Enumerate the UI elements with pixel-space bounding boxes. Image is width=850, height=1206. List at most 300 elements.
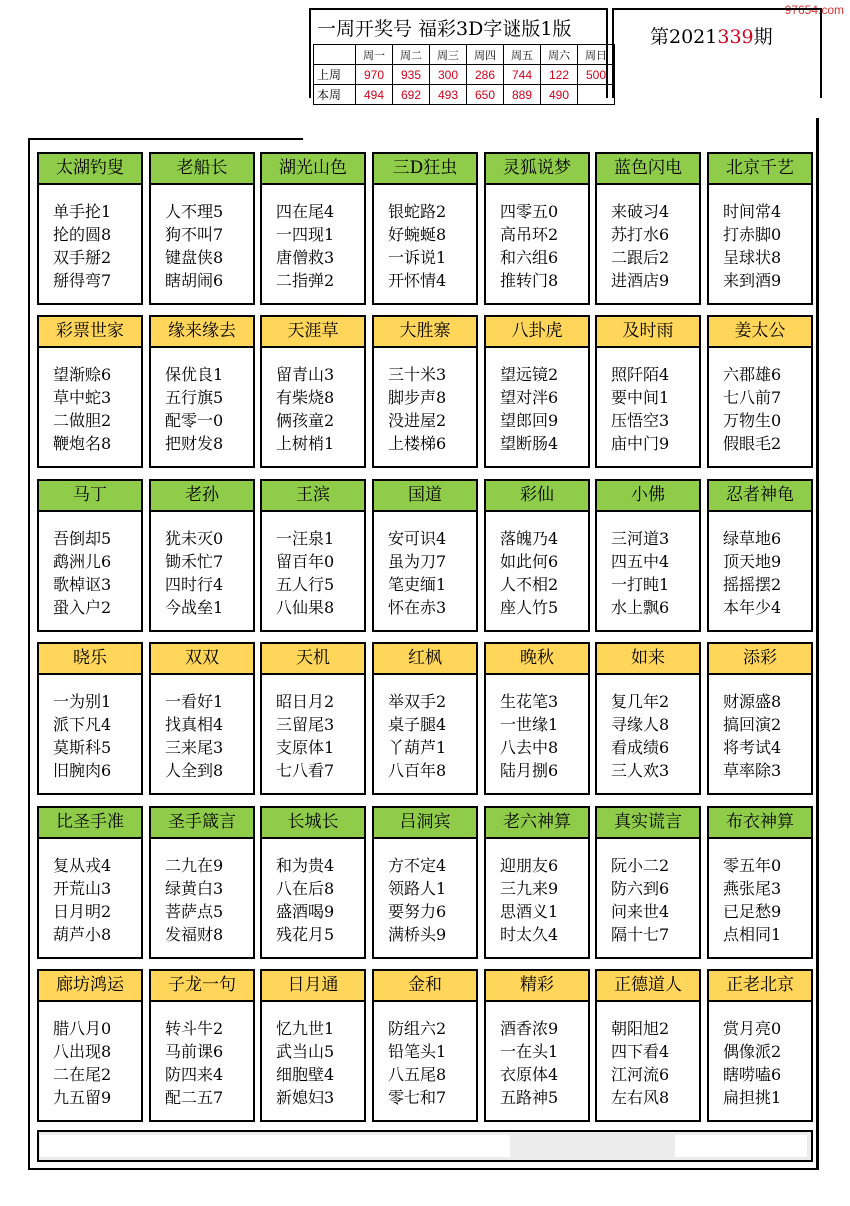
riddle-card [372,315,478,468]
riddle-lines [39,675,141,782]
riddle-line: 桌子腿4 [388,715,447,734]
riddle-card [260,969,366,1122]
riddle-line: 举双手2 [388,692,447,711]
footer-blank-right [675,1135,807,1157]
riddle-line: 顶天地9 [723,552,782,571]
riddle-line: 丫葫芦1 [388,738,447,757]
riddle-author-name: 真实谎言 [597,808,699,839]
riddle-lines [374,185,476,292]
draw-value: 494 [356,85,393,105]
riddle-line: 二在尾2 [53,1065,112,1084]
riddle-lines [597,839,699,946]
draw-value: 650 [467,85,504,105]
riddle-card [484,315,590,468]
riddle-line: 八百年8 [388,761,447,780]
riddle-author-name: 老船长 [151,154,253,185]
riddle-lines [597,1002,699,1109]
riddle-card [372,479,478,632]
riddle-line: 燕张尾3 [723,879,782,898]
riddle-card [707,642,813,795]
riddle-line: 日月明2 [53,902,112,921]
riddle-line: 如此何6 [500,552,559,571]
riddle-line: 一诉说1 [388,248,447,267]
riddle-line: 双手掰2 [53,248,112,267]
frame-border-left [28,138,30,1170]
riddle-line: 铅笔头1 [388,1042,447,1061]
riddle-lines [709,348,811,455]
riddle-line: 搞回演2 [723,715,782,734]
draw-value: 970 [356,65,393,85]
draw-table-corner [314,45,356,65]
riddle-line: 绿草地6 [723,529,782,548]
riddle-card [707,152,813,305]
riddle-card [595,806,701,959]
riddle-card [595,642,701,795]
riddle-lines [486,185,588,292]
riddle-lines [262,675,364,782]
riddle-line: 思酒义1 [500,902,559,921]
riddle-line: 歌棹讴3 [53,575,112,594]
riddle-line: 寻缘人8 [611,715,670,734]
riddle-line: 武当山5 [276,1042,335,1061]
draw-value: 889 [504,85,541,105]
riddle-lines [39,1002,141,1109]
day-header: 周四 [467,45,504,65]
riddle-line: 菩萨点5 [165,902,224,921]
riddle-line: 开怀情4 [388,271,447,290]
riddle-line: 六郡雄6 [723,365,782,384]
riddle-line: 掰得弯7 [53,271,112,290]
riddle-lines [597,185,699,292]
riddle-line: 偶像派2 [723,1042,782,1061]
footer-blank-left [40,1135,510,1157]
row-label: 上周 [314,65,356,85]
issue-number: 339 [717,26,754,48]
riddle-lines [151,839,253,946]
riddle-line: 唐僧救3 [276,248,335,267]
riddle-line: 鞭炮名8 [53,434,112,453]
riddle-line: 防六到6 [611,879,670,898]
riddle-line: 把财发8 [165,434,224,453]
riddle-author-name: 天机 [262,644,364,675]
riddle-author-name: 彩仙 [486,481,588,512]
riddle-grid [37,152,816,1132]
riddle-card [707,315,813,468]
riddle-lines [151,185,253,292]
riddle-line: 二做胆2 [53,411,112,430]
riddle-line: 保优良1 [165,365,224,384]
riddle-line: 虽为刀7 [388,552,447,571]
riddle-card [37,315,143,468]
riddle-line: 时太久4 [500,925,559,944]
riddle-line: 草中蛇3 [53,388,112,407]
riddle-lines [709,839,811,946]
riddle-line: 生花笔3 [500,692,559,711]
riddle-lines [374,1002,476,1109]
riddle-line: 压悟空3 [611,411,670,430]
draw-value: 493 [430,85,467,105]
draw-value: 935 [393,65,430,85]
riddle-lines [39,185,141,292]
riddle-line: 发福财8 [165,925,224,944]
riddle-line: 七八前7 [723,388,782,407]
riddle-line: 新媳妇3 [276,1088,335,1107]
riddle-line: 三河道3 [611,529,670,548]
riddle-line: 鹉洲儿6 [53,552,112,571]
riddle-lines [262,1002,364,1109]
riddle-line: 问来世4 [611,902,670,921]
riddle-line: 一四现1 [276,225,335,244]
riddle-line: 要中间1 [611,388,670,407]
riddle-line: 没进屋2 [388,411,447,430]
riddle-line: 财源盛8 [723,692,782,711]
riddle-line: 三来尾3 [165,738,224,757]
riddle-line: 四在尾4 [276,202,335,221]
riddle-line: 衣原体4 [500,1065,559,1084]
riddle-author-name: 老六神算 [486,808,588,839]
riddle-line: 水上飘6 [611,598,670,617]
riddle-card [37,806,143,959]
riddle-lines [151,1002,253,1109]
riddle-line: 留百年0 [276,552,335,571]
riddle-lines [262,512,364,619]
frame-border-top [28,138,303,140]
riddle-line: 五路神5 [500,1088,559,1107]
riddle-line: 四五中4 [611,552,670,571]
riddle-line: 七八看7 [276,761,335,780]
riddle-line: 草率除3 [723,761,782,780]
riddle-card [595,969,701,1122]
row-label: 本周 [314,85,356,105]
riddle-line: 人全到8 [165,761,224,780]
riddle-line: 看成绩6 [611,738,670,757]
riddle-lines [151,512,253,619]
riddle-card [484,479,590,632]
riddle-line: 细胞壁4 [276,1065,335,1084]
riddle-card [149,315,255,468]
riddle-line: 复几年2 [611,692,670,711]
riddle-author-name: 大胜寨 [374,317,476,348]
draw-value: 744 [504,65,541,85]
riddle-line: 打赤脚0 [723,225,782,244]
riddle-card [372,806,478,959]
riddle-author-name: 金和 [374,971,476,1002]
issue-suffix: 期 [753,26,773,48]
riddle-card [149,152,255,305]
riddle-card [484,152,590,305]
riddle-line: 进酒店9 [611,271,670,290]
riddle-lines [151,675,253,782]
riddle-line: 有柴烧8 [276,388,335,407]
riddle-line: 绿黄白3 [165,879,224,898]
draw-value: 490 [541,85,578,105]
riddle-author-name: 正德道人 [597,971,699,1002]
riddle-author-name: 马丁 [39,481,141,512]
riddle-author-name: 如来 [597,644,699,675]
riddle-author-name: 老孙 [151,481,253,512]
riddle-line: 八在后8 [276,879,335,898]
riddle-line: 五行旗5 [165,388,224,407]
riddle-card [260,152,366,305]
riddle-line: 呈球状8 [723,248,782,267]
draw-value: 122 [541,65,578,85]
riddle-author-name: 日月通 [262,971,364,1002]
riddle-line: 苏打水6 [611,225,670,244]
riddle-line: 马前课6 [165,1042,224,1061]
riddle-lines [486,839,588,946]
riddle-line: 笔吏缅1 [388,575,447,594]
riddle-line: 盛酒喝9 [276,902,335,921]
riddle-lines [151,348,253,455]
riddle-line: 一在头1 [500,1042,559,1061]
riddle-lines [374,675,476,782]
riddle-lines [39,839,141,946]
riddle-card [37,969,143,1122]
riddle-lines [486,348,588,455]
riddle-card [372,642,478,795]
riddle-line: 上楼梯6 [388,434,447,453]
draw-value [578,85,615,105]
riddle-lines [486,1002,588,1109]
riddle-lines [597,675,699,782]
riddle-line: 望对泮6 [500,388,559,407]
riddle-line: 怀在赤3 [388,598,447,617]
riddle-line: 八五尾8 [388,1065,447,1084]
riddle-line: 陆月捌6 [500,761,559,780]
riddle-card [595,479,701,632]
riddle-line: 找真相4 [165,715,224,734]
riddle-line: 人不相2 [500,575,559,594]
riddle-line: 万物生0 [723,411,782,430]
riddle-lines [374,348,476,455]
draw-value: 300 [430,65,467,85]
issue-prefix: 第2021 [650,26,718,48]
riddle-card [37,152,143,305]
riddle-line: 葫芦小8 [53,925,112,944]
riddle-author-name: 吕洞宾 [374,808,476,839]
riddle-line: 复从戎4 [53,856,112,875]
riddle-line: 防组六2 [388,1019,447,1038]
riddle-line: 配二五7 [165,1088,224,1107]
riddle-card [149,969,255,1122]
riddle-lines [374,512,476,619]
riddle-author-name: 子龙一句 [151,971,253,1002]
riddle-line: 座人竹5 [500,598,559,617]
riddle-author-name: 布衣神算 [709,808,811,839]
riddle-author-name: 王滨 [262,481,364,512]
riddle-lines [709,675,811,782]
day-header: 周五 [504,45,541,65]
riddle-card [484,806,590,959]
riddle-author-name: 彩票世家 [39,317,141,348]
riddle-line: 腊八月0 [53,1019,112,1038]
riddle-line: 二九在9 [165,856,224,875]
riddle-author-name: 缘来缘去 [151,317,253,348]
riddle-line: 隔十七7 [611,925,670,944]
riddle-line: 望郎回9 [500,411,559,430]
riddle-card [37,479,143,632]
riddle-author-name: 三D狂虫 [374,154,476,185]
riddle-card [484,969,590,1122]
riddle-line: 望断肠4 [500,434,559,453]
riddle-card [372,969,478,1122]
riddle-line: 单手抡1 [53,202,112,221]
footer-bar [37,1130,813,1162]
riddle-card [707,969,813,1122]
riddle-line: 好蜿蜒8 [388,225,447,244]
riddle-line: 江河流6 [611,1065,670,1084]
riddle-author-name: 小佛 [597,481,699,512]
riddle-line: 昭日月2 [276,692,335,711]
riddle-line: 键盘侠8 [165,248,224,267]
riddle-lines [597,512,699,619]
riddle-line: 支原体1 [276,738,335,757]
frame-border-bottom [28,1168,818,1170]
riddle-line: 推转门8 [500,271,559,290]
riddle-line: 本年少4 [723,598,782,617]
riddle-lines [39,512,141,619]
riddle-line: 八去中8 [500,738,559,757]
riddle-line: 脚步声8 [388,388,447,407]
riddle-line: 迎朋友6 [500,856,559,875]
riddle-line: 零七和7 [388,1088,447,1107]
riddle-author-name: 精彩 [486,971,588,1002]
riddle-line: 九五留9 [53,1088,112,1107]
riddle-card [149,479,255,632]
riddle-line: 三留尾3 [276,715,335,734]
riddle-line: 留青山3 [276,365,335,384]
riddle-line: 照阡陌4 [611,365,670,384]
riddle-card [707,479,813,632]
draw-value: 286 [467,65,504,85]
riddle-author-name: 忍者神龟 [709,481,811,512]
riddle-line: 三十米3 [388,365,447,384]
riddle-line: 一为别1 [53,692,112,711]
riddle-author-name: 天涯草 [262,317,364,348]
riddle-line: 和六组6 [500,248,559,267]
riddle-author-name: 国道 [374,481,476,512]
riddle-line: 瞎唠嗑6 [723,1065,782,1084]
riddle-lines [39,348,141,455]
riddle-line: 赏月亮0 [723,1019,782,1038]
riddle-author-name: 晚秋 [486,644,588,675]
riddle-line: 点相同1 [723,925,782,944]
riddle-line: 犹未灭0 [165,529,224,548]
riddle-card [37,642,143,795]
riddle-line: 一汪泉1 [276,529,335,548]
riddle-line: 摇摇摆2 [723,575,782,594]
riddle-line: 银蛇路2 [388,202,447,221]
riddle-lines [262,185,364,292]
riddle-card [595,315,701,468]
issue-label [650,22,773,49]
riddle-line: 四时行4 [165,575,224,594]
riddle-card [149,642,255,795]
day-header: 周日 [578,45,615,65]
riddle-line: 二指弹2 [276,271,335,290]
riddle-line: 狗不叫7 [165,225,224,244]
draw-value: 692 [393,85,430,105]
riddle-card [595,152,701,305]
riddle-author-name: 姜太公 [709,317,811,348]
day-header: 周二 [393,45,430,65]
draw-results-table [313,44,615,105]
riddle-line: 配零一0 [165,411,224,430]
frame-border-right [816,118,819,1170]
riddle-line: 二跟后2 [611,248,670,267]
riddle-lines [597,348,699,455]
riddle-line: 已足愁9 [723,902,782,921]
riddle-line: 三人欢3 [611,761,670,780]
riddle-line: 一世缘1 [500,715,559,734]
riddle-line: 八出现8 [53,1042,112,1061]
draw-table-row-this-week [314,85,615,105]
riddle-card [484,642,590,795]
day-header: 周六 [541,45,578,65]
site-watermark: 97654.com [784,3,844,17]
riddle-line: 蛩入户2 [53,598,112,617]
riddle-card [149,806,255,959]
riddle-line: 扁担挑1 [723,1088,782,1107]
riddle-line: 人不理5 [165,202,224,221]
riddle-lines [262,839,364,946]
riddle-line: 满桥头9 [388,925,447,944]
riddle-line: 将考试4 [723,738,782,757]
riddle-card [372,152,478,305]
riddle-line: 四零五0 [500,202,559,221]
day-header: 周一 [356,45,393,65]
riddle-line: 俩孩童2 [276,411,335,430]
riddle-line: 时间常4 [723,202,782,221]
riddle-line: 一打盹1 [611,575,670,594]
riddle-author-name: 灵狐说梦 [486,154,588,185]
riddle-author-name: 晓乐 [39,644,141,675]
riddle-line: 高吊环2 [500,225,559,244]
draw-table-row-last-week [314,65,615,85]
day-header: 周三 [430,45,467,65]
riddle-author-name: 廊坊鸿运 [39,971,141,1002]
riddle-line: 忆九世1 [276,1019,335,1038]
riddle-author-name: 及时雨 [597,317,699,348]
riddle-author-name: 北京千艺 [709,154,811,185]
riddle-line: 转斗牛2 [165,1019,224,1038]
riddle-lines [486,512,588,619]
riddle-line: 安可识4 [388,529,447,548]
issue-box [612,8,822,98]
riddle-line: 防四来4 [165,1065,224,1084]
riddle-line: 莫斯科5 [53,738,112,757]
riddle-line: 吾倒却5 [53,529,112,548]
riddle-line: 望渐赊6 [53,365,112,384]
riddle-line: 要努力6 [388,902,447,921]
riddle-author-name: 双双 [151,644,253,675]
riddle-author-name: 比圣手准 [39,808,141,839]
riddle-line: 庙中门9 [611,434,670,453]
riddle-line: 三九来9 [500,879,559,898]
riddle-card [260,315,366,468]
riddle-line: 抡的圆8 [53,225,112,244]
riddle-line: 瞎胡闹6 [165,271,224,290]
riddle-author-name: 湖光山色 [262,154,364,185]
riddle-line: 朝阳旭2 [611,1019,670,1038]
riddle-line: 落魄乃4 [500,529,559,548]
riddle-author-name: 正老北京 [709,971,811,1002]
riddle-line: 残花月5 [276,925,335,944]
draw-value: 500 [578,65,615,85]
riddle-line: 五人行5 [276,575,335,594]
riddle-card [260,806,366,959]
riddle-author-name: 太湖钓叟 [39,154,141,185]
